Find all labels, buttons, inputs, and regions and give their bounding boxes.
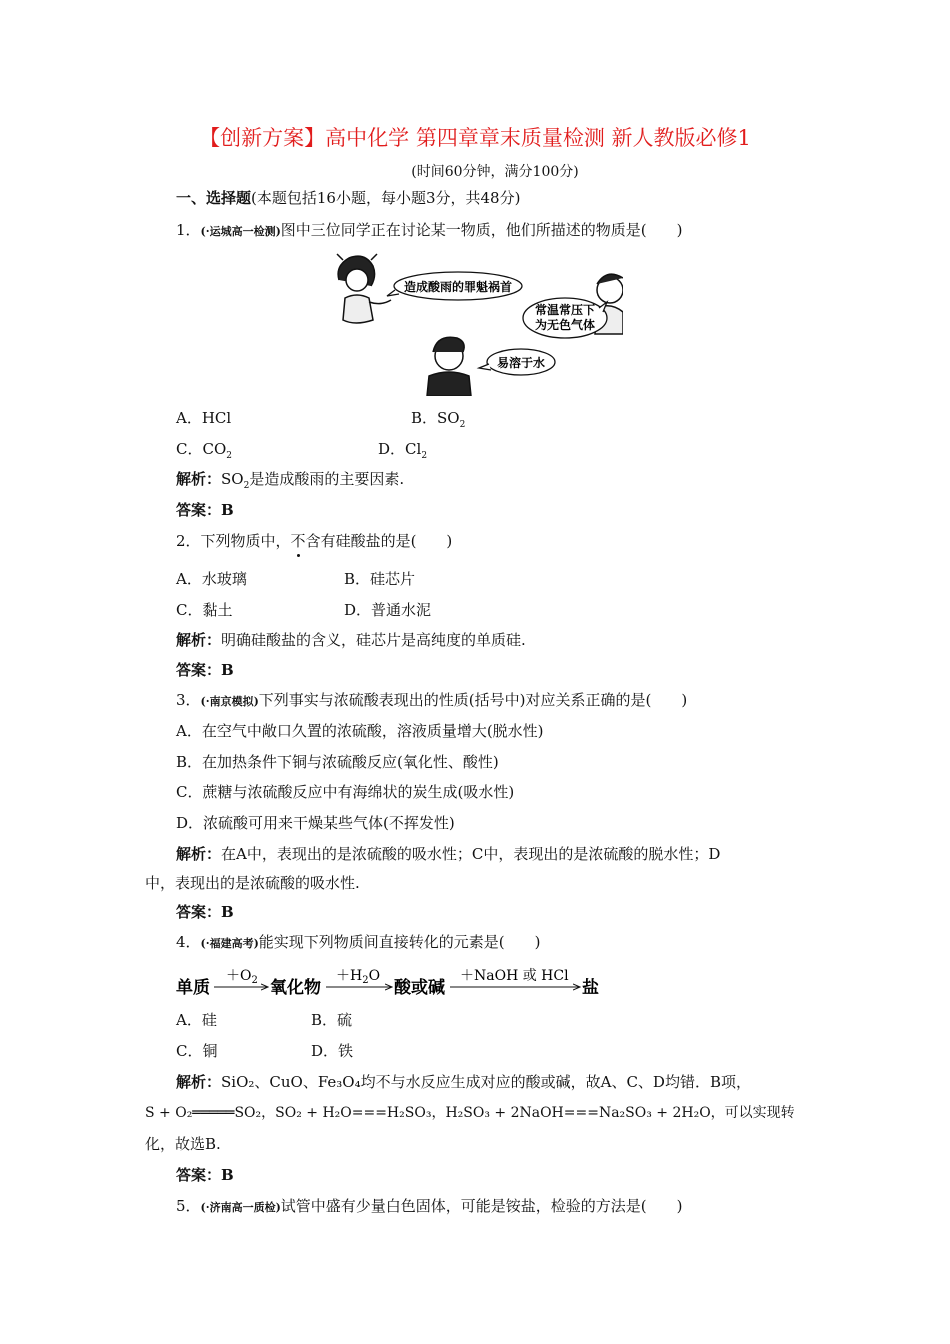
- explanation-equation: S + O₂═════SO₂，SO₂ + H₂O===H₂SO₃，H₂SO₃ + 2NaOH===Na₂SO₃ + 2H₂O，可以实现转: [145, 1105, 795, 1121]
- answer: 答案：B: [176, 501, 234, 519]
- option-b: B．硅芯片: [344, 570, 416, 588]
- option-a: A．HCl: [176, 409, 232, 427]
- option-c: C．黏土: [176, 601, 233, 619]
- section-heading: [176, 188, 520, 208]
- speech-bubble-2: [523, 298, 607, 338]
- conversion-scheme: [176, 962, 616, 998]
- option-c: C．铜: [176, 1042, 218, 1060]
- discussion-figure: [333, 252, 623, 396]
- question-2: 2．下列物质中，不含有硅酸盐的是( ): [176, 532, 453, 550]
- answer: 答案：B: [176, 661, 234, 679]
- explanation: 解析：明确硅酸盐的含义，硅芯片是高纯度的单质硅.: [176, 631, 526, 649]
- bubble-1-text: 造成酸雨的罪魁祸首: [403, 280, 513, 294]
- option-c: C．蔗糖与浓硫酸反应中有海绵状的炭生成(吸水性): [176, 783, 515, 801]
- bubble-2-line-1: 常温常压下: [534, 303, 596, 317]
- page-title: 【创新方案】高中化学 第四章章末质量检测 新人教版必修1: [199, 126, 751, 150]
- scheme-step-1: 单质: [176, 978, 210, 998]
- section-note: (本题包括16小题，每小题3分，共48分): [251, 189, 521, 207]
- question-source: (·运城高一检测): [200, 225, 281, 238]
- bubble-3-text: 易溶于水: [496, 356, 546, 370]
- speech-bubble-1: [387, 272, 522, 300]
- exam-time-note: (时间60分钟，满分100分): [411, 164, 579, 180]
- explanation: 解析：在A中，表现出的是浓硫酸的吸水性；C中，表现出的是浓硫酸的脱水性；D: [176, 845, 721, 863]
- explanation: 解析：$SO_2$是造成酸雨的主要因素.: [176, 470, 405, 491]
- option-b: B．硫: [311, 1011, 353, 1029]
- option-b: B．$SO_2$: [411, 409, 466, 430]
- option-d: D．铁: [311, 1042, 354, 1060]
- boy-figure-bottom: [427, 337, 471, 396]
- option-a: A．在空气中敞口久置的浓硫酸，溶液质量增大(脱水性): [176, 722, 544, 740]
- answer: 答案：B: [176, 1166, 234, 1184]
- scheme-step-2: 氧化物: [270, 978, 321, 998]
- answer: 答案：B: [176, 903, 234, 921]
- emphasis-dot-char: 不: [290, 532, 306, 550]
- question-3: 3．(·南京模拟)下列事实与浓硫酸表现出的性质(括号中)对应关系正确的是( ): [176, 691, 688, 709]
- speech-bubble-3: [479, 349, 555, 375]
- section-title: 一、选择题: [176, 189, 252, 207]
- girl-figure: [337, 254, 391, 323]
- option-d: D．普通水泥: [344, 601, 432, 619]
- question-5: 5．(·济南高一质检)试管中盛有少量白色固体，可能是铵盐，检验的方法是( ): [176, 1197, 683, 1215]
- question-4: 4．(·福建高考)能实现下列物质间直接转化的元素是( ): [176, 933, 541, 951]
- option-b: B．在加热条件下铜与浓硫酸反应(氧化性、酸性): [176, 753, 499, 771]
- option-d: D．$Cl_2$: [378, 440, 428, 461]
- option-c: C．$CO_2$: [176, 440, 232, 461]
- scheme-step-3: 酸或碱: [394, 978, 445, 998]
- bubble-2-line-2: 为无色气体: [534, 318, 596, 332]
- explanation: 解析：SiO₂、CuO、Fe₃O₄均不与水反应生成对应的酸或碱，故A、C、D均错．B项，: [176, 1073, 751, 1091]
- question-text: 图中三位同学正在讨论某一物质，他们所描述的物质是( ): [280, 221, 683, 239]
- reagent-3: ＋NaOH 或 HCl: [460, 968, 569, 984]
- question-number: 1．: [176, 221, 201, 239]
- option-d: D．浓硫酸可用来干燥某些气体(不挥发性): [176, 814, 455, 832]
- reagent-2: $+H_2O$: [336, 968, 381, 986]
- option-a: A．硅: [176, 1011, 217, 1029]
- reagent-1: $+O_2$: [226, 968, 258, 986]
- scheme-step-4: 盐: [582, 978, 599, 998]
- explanation-continued: 中，表现出的是浓硫酸的吸水性.: [145, 874, 360, 892]
- explanation-continued: 化，故选B.: [145, 1135, 221, 1153]
- question-1: [176, 220, 683, 242]
- option-a: A．水玻璃: [176, 570, 247, 588]
